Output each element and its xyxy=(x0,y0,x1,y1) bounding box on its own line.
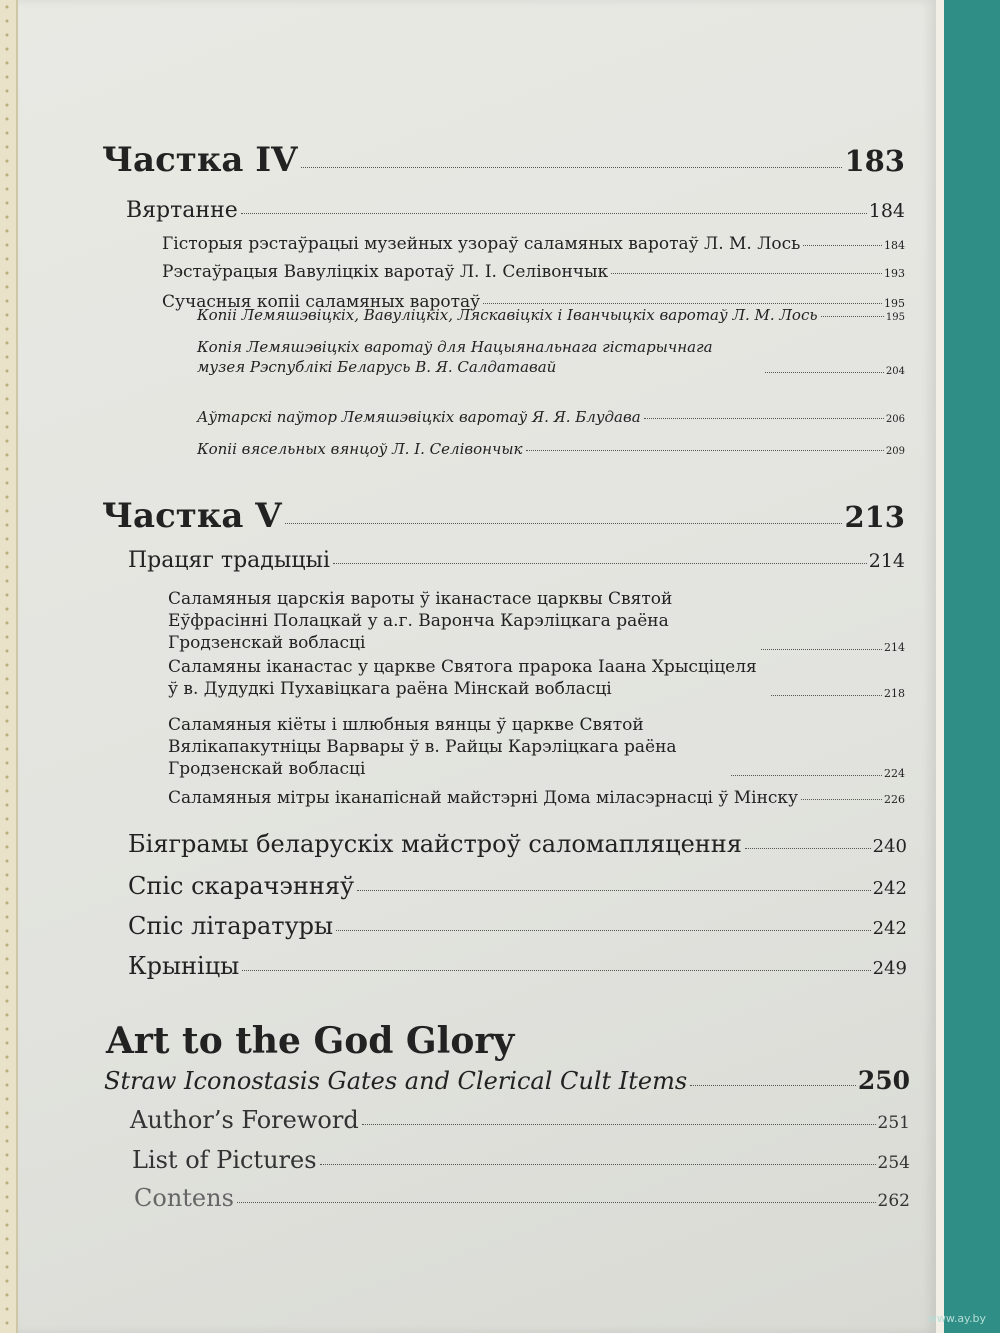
toc-item xyxy=(168,788,905,808)
toc-title: Author’s Foreword xyxy=(130,1106,359,1134)
dot-leader xyxy=(301,167,843,168)
toc-page: 213 xyxy=(844,500,905,534)
toc-title: Крыніцы xyxy=(128,952,240,980)
dot-leader xyxy=(745,848,871,849)
dot-leader xyxy=(336,930,870,931)
toc-page: 214 xyxy=(868,550,905,572)
toc-item xyxy=(168,588,905,654)
toc-title: Частка IV xyxy=(102,140,298,180)
dot-leader xyxy=(483,303,882,304)
toc-title: Копія Лемяшэвіцкіх варотаў для Нацыянальнага гістарычнага музея Рэспублікі Беларусь В. Я. Салдатавай xyxy=(197,338,713,376)
toc-title: Копіі Лемяшэвіцкіх, Вавуліцкіх, Ляскавіцкіх і Іванчыцкіх варотаў Л. М. Лось xyxy=(197,306,818,324)
dot-leader xyxy=(765,372,884,373)
toc-page: 251 xyxy=(877,1113,910,1133)
page-edge xyxy=(936,0,944,1333)
toc-title: Біяграмы беларускіх майстроў саломапляцення xyxy=(128,830,742,858)
dot-leader xyxy=(357,890,871,891)
toc-item xyxy=(168,656,905,700)
toc-page: 226 xyxy=(884,793,905,806)
dot-leader xyxy=(333,563,867,564)
dot-leader xyxy=(611,273,882,274)
toc-title: List of Pictures xyxy=(132,1146,317,1174)
toc-section xyxy=(128,912,907,940)
toc-english-item xyxy=(134,1184,910,1212)
toc-page: 209 xyxy=(885,446,905,457)
dot-leader xyxy=(771,695,882,696)
toc-page: 195 xyxy=(885,312,905,323)
toc-page: 250 xyxy=(857,1066,910,1095)
toc-section xyxy=(126,198,905,223)
toc-title: Спіс літаратуры xyxy=(128,912,334,940)
dot-leader xyxy=(242,970,870,971)
dot-leader xyxy=(526,450,884,451)
dot-leader xyxy=(320,1164,876,1165)
dot-leader xyxy=(731,775,882,776)
toc-title: Рэстаўрацыя Вавуліцкіх варотаў Л. І. Селівончык xyxy=(162,262,609,282)
toc-page: 254 xyxy=(877,1153,910,1173)
toc-subitem xyxy=(197,408,905,426)
toc-page: 184 xyxy=(868,200,905,222)
toc-english-item xyxy=(132,1146,910,1174)
dot-leader xyxy=(644,418,884,419)
dot-leader xyxy=(285,523,843,524)
watermark: www.ay.by xyxy=(927,1312,986,1325)
toc-section xyxy=(128,952,907,980)
book-spine xyxy=(0,0,18,1333)
toc-title: Саламяныя мітры іканапіснай майстэрні Дома міласэрнасці ў Мінску xyxy=(168,788,799,808)
toc-page: 214 xyxy=(884,641,905,655)
dot-leader xyxy=(761,649,882,650)
english-title: Art to the God Glory xyxy=(106,1020,515,1062)
spine-pattern xyxy=(3,0,11,1333)
toc-part-4 xyxy=(102,140,905,180)
toc-title: Сучасныя копіі саламяных варотаў xyxy=(162,292,481,312)
toc-title: Аўтарскі паўтор Лемяшэвіцкіх варотаў Я. Я. Блудава xyxy=(197,408,641,426)
toc-page: 206 xyxy=(885,414,905,425)
dot-leader xyxy=(803,245,882,246)
toc-title: Спіс скарачэнняў xyxy=(128,872,355,900)
toc-subitem xyxy=(197,440,905,458)
toc-page: 183 xyxy=(844,144,905,178)
toc-part-5 xyxy=(102,496,905,536)
toc-item xyxy=(162,234,905,254)
toc-page: 224 xyxy=(884,767,905,781)
toc-item xyxy=(168,714,905,780)
toc-section xyxy=(128,872,907,900)
dot-leader xyxy=(237,1202,876,1203)
dot-leader xyxy=(801,799,882,800)
toc-page: 218 xyxy=(884,687,905,701)
toc-page: 249 xyxy=(872,958,907,979)
toc-title: Straw Iconostasis Gates and Clerical Cult Items xyxy=(104,1067,688,1095)
toc-title: Частка V xyxy=(102,496,282,536)
toc-subitem xyxy=(197,306,905,324)
toc-page: 262 xyxy=(877,1191,910,1211)
toc-subitem xyxy=(197,338,905,377)
toc-title: Contens xyxy=(134,1184,234,1212)
toc-section xyxy=(128,548,905,573)
dot-leader xyxy=(690,1085,856,1086)
dot-leader xyxy=(362,1124,876,1125)
toc-section xyxy=(128,830,907,858)
dot-leader xyxy=(821,316,884,317)
toc-page: 193 xyxy=(884,267,905,280)
toc-title: Працяг традыцыі xyxy=(128,548,331,573)
toc-english-item xyxy=(130,1106,910,1134)
toc-page: 242 xyxy=(872,918,907,939)
toc-title: Саламяны іканастас у царкве Святога прарока Іаана Хрысціцеля ў в. Дудудкі Пухавіцкага раёна Мінскай вобласці xyxy=(168,657,757,700)
toc-title: Копіі вясельных вянцоў Л. І. Селівончык xyxy=(197,440,523,458)
toc-english-subtitle xyxy=(104,1066,910,1095)
toc-item xyxy=(162,262,905,282)
toc-page: 240 xyxy=(872,836,907,857)
dot-leader xyxy=(241,213,867,214)
toc-page: 204 xyxy=(885,366,905,377)
toc-page: 242 xyxy=(872,878,907,899)
toc-title: Саламяныя царскія вароты ў іканастасе царквы Святой Еўфрасінні Полацкай у а.г. Варонча Карэліцкага раёна Гродзенскай вобласці xyxy=(168,589,673,654)
toc-page: 184 xyxy=(884,239,905,252)
toc-title: Гісторыя рэстаўрацыі музейных узораў саламяных варотаў Л. М. Лось xyxy=(162,234,801,254)
toc-title: Вяртанне xyxy=(126,198,238,223)
toc-title: Саламяныя кіёты і шлюбныя вянцы ў царкве Святой Вялікапакутніцы Варвары ў в. Райцы Карэліцкага раёна Гродзенскай вобласці xyxy=(168,715,677,780)
toc-page: 195 xyxy=(884,297,905,310)
